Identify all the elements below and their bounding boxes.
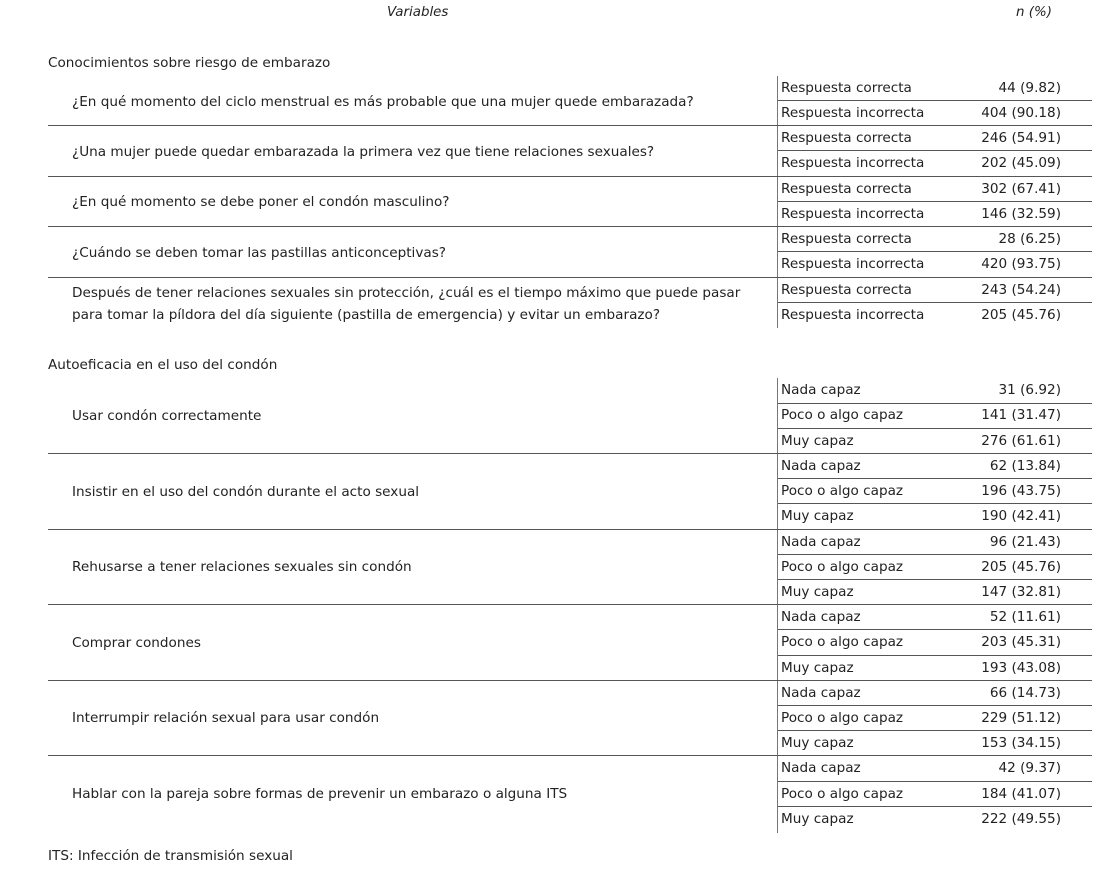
group-divider bbox=[48, 680, 1092, 681]
response-label: Nada capaz bbox=[781, 534, 861, 550]
group-divider bbox=[48, 125, 1092, 126]
response-label: Nada capaz bbox=[781, 458, 861, 474]
response-value: 420 (93.75) bbox=[981, 256, 1061, 272]
response-value: 276 (61.61) bbox=[981, 433, 1061, 449]
response-value: 66 (14.73) bbox=[989, 685, 1061, 701]
response-label: Muy capaz bbox=[781, 811, 854, 827]
column-header-variables: Variables bbox=[387, 5, 449, 20]
question-8: Rehusarse a tener relaciones sexuales sin condón bbox=[72, 559, 412, 575]
response-value: 202 (45.09) bbox=[981, 155, 1061, 171]
response-value: 205 (45.76) bbox=[981, 307, 1061, 323]
response-label: Poco o algo capaz bbox=[781, 786, 904, 802]
vertical-divider bbox=[777, 76, 778, 328]
response-label: Muy capaz bbox=[781, 584, 854, 600]
vertical-divider bbox=[777, 378, 778, 833]
row-divider bbox=[778, 478, 1092, 479]
response-value: 96 (21.43) bbox=[989, 534, 1061, 550]
response-label: Poco o algo capaz bbox=[781, 483, 904, 499]
response-value: 52 (11.61) bbox=[989, 609, 1061, 625]
response-label: Muy capaz bbox=[781, 508, 854, 524]
row-divider bbox=[778, 403, 1092, 404]
response-value: 184 (41.07) bbox=[981, 786, 1061, 802]
response-label: Poco o algo capaz bbox=[781, 407, 904, 423]
response-value: 243 (54.24) bbox=[981, 282, 1061, 298]
response-label: Respuesta correcta bbox=[781, 282, 912, 298]
question-10: Interrumpir relación sexual para usar condón bbox=[72, 710, 380, 726]
row-divider bbox=[778, 655, 1092, 656]
question-6: Usar condón correctamente bbox=[72, 408, 262, 424]
group-divider bbox=[48, 176, 1092, 177]
response-label: Poco o algo capaz bbox=[781, 710, 904, 726]
column-header-n-percent: n (%) bbox=[1016, 5, 1052, 20]
section-title-self-efficacy: Autoeficacia en el uso del condón bbox=[48, 357, 278, 373]
response-label: Nada capaz bbox=[781, 685, 861, 701]
response-label: Respuesta correcta bbox=[781, 231, 912, 247]
response-label: Respuesta incorrecta bbox=[781, 105, 925, 121]
response-value: 404 (90.18) bbox=[981, 105, 1061, 121]
response-label: Respuesta incorrecta bbox=[781, 206, 925, 222]
group-divider bbox=[48, 226, 1092, 227]
row-divider bbox=[778, 730, 1092, 731]
row-divider bbox=[778, 428, 1092, 429]
group-divider bbox=[48, 604, 1092, 605]
response-value: 153 (34.15) bbox=[981, 735, 1061, 751]
response-label: Muy capaz bbox=[781, 660, 854, 676]
row-divider bbox=[778, 806, 1092, 807]
response-label: Nada capaz bbox=[781, 609, 861, 625]
response-value: 28 (6.25) bbox=[998, 231, 1061, 247]
response-label: Respuesta correcta bbox=[781, 181, 912, 197]
response-value: 229 (51.12) bbox=[981, 710, 1061, 726]
footnote: ITS: Infección de transmisión sexual bbox=[48, 848, 293, 864]
question-11: Hablar con la pareja sobre formas de prevenir un embarazo o alguna ITS bbox=[72, 786, 568, 802]
row-divider bbox=[778, 629, 1092, 630]
response-label: Respuesta incorrecta bbox=[781, 307, 925, 323]
response-value: 146 (32.59) bbox=[981, 206, 1061, 222]
response-label: Poco o algo capaz bbox=[781, 559, 904, 575]
response-value: 42 (9.37) bbox=[998, 760, 1061, 776]
row-divider bbox=[778, 554, 1092, 555]
response-value: 193 (43.08) bbox=[981, 660, 1061, 676]
row-divider bbox=[778, 579, 1092, 580]
row-divider bbox=[778, 201, 1092, 202]
response-value: 44 (9.82) bbox=[998, 80, 1061, 96]
response-value: 222 (49.55) bbox=[981, 811, 1061, 827]
question-5: Después de tener relaciones sexuales sin protección, ¿cuál es el tiempo máximo que puede pasar para tomar la píldora del día siguiente (pastilla de emergencia) y evitar un embarazo? bbox=[72, 285, 741, 323]
row-divider bbox=[778, 100, 1092, 101]
response-value: 141 (31.47) bbox=[981, 407, 1061, 423]
question-3: ¿En qué momento se debe poner el condón masculino? bbox=[72, 194, 450, 210]
response-label: Nada capaz bbox=[781, 760, 861, 776]
question-7: Insistir en el uso del condón durante el acto sexual bbox=[72, 484, 420, 500]
response-label: Muy capaz bbox=[781, 433, 854, 449]
response-label: Respuesta incorrecta bbox=[781, 256, 925, 272]
response-value: 62 (13.84) bbox=[989, 458, 1061, 474]
response-value: 31 (6.92) bbox=[998, 382, 1061, 398]
response-label: Muy capaz bbox=[781, 735, 854, 751]
row-divider bbox=[778, 705, 1092, 706]
row-divider bbox=[778, 150, 1092, 151]
response-value: 246 (54.91) bbox=[981, 130, 1061, 146]
response-label: Nada capaz bbox=[781, 382, 861, 398]
response-value: 205 (45.76) bbox=[981, 559, 1061, 575]
response-value: 196 (43.75) bbox=[981, 483, 1061, 499]
question-2: ¿Una mujer puede quedar embarazada la primera vez que tiene relaciones sexuales? bbox=[72, 144, 655, 160]
section-title-knowledge: Conocimientos sobre riesgo de embarazo bbox=[48, 55, 331, 71]
response-label: Respuesta correcta bbox=[781, 130, 912, 146]
group-divider bbox=[48, 277, 1092, 278]
question-9: Comprar condones bbox=[72, 635, 201, 651]
group-divider bbox=[48, 529, 1092, 530]
group-divider bbox=[48, 755, 1092, 756]
question-1: ¿En qué momento del ciclo menstrual es más probable que una mujer quede embarazada? bbox=[72, 94, 694, 110]
row-divider bbox=[778, 302, 1092, 303]
response-label: Poco o algo capaz bbox=[781, 634, 904, 650]
response-label: Respuesta incorrecta bbox=[781, 155, 925, 171]
response-label: Respuesta correcta bbox=[781, 80, 912, 96]
response-value: 302 (67.41) bbox=[981, 181, 1061, 197]
response-value: 203 (45.31) bbox=[981, 634, 1061, 650]
question-4: ¿Cuándo se deben tomar las pastillas anticonceptivas? bbox=[72, 245, 447, 261]
row-divider bbox=[778, 781, 1092, 782]
response-value: 190 (42.41) bbox=[981, 508, 1061, 524]
group-divider bbox=[48, 453, 1092, 454]
row-divider bbox=[778, 503, 1092, 504]
row-divider bbox=[778, 251, 1092, 252]
response-value: 147 (32.81) bbox=[981, 584, 1061, 600]
